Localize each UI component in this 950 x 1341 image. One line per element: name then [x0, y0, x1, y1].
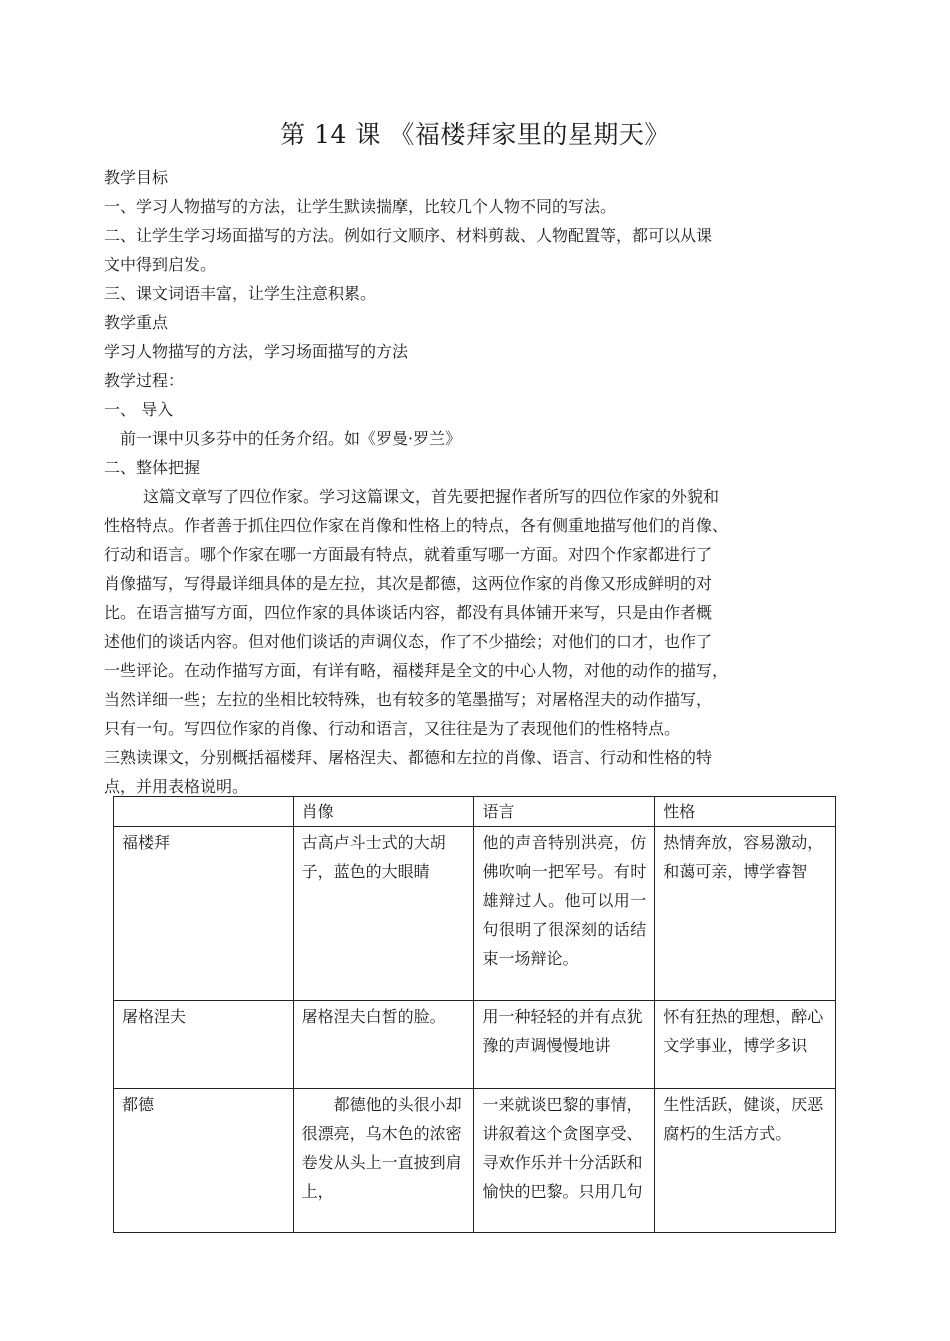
key-points-text: 学习人物描写的方法，学习场面描写的方法: [104, 342, 409, 361]
step-3-text: 三熟读课文，分别概括福楼拜、屠格涅夫、都德和左拉的肖像、语言、行动和性格的特: [104, 748, 713, 767]
cell-character: 热情奔放，容易激动，和蔼可亲，博学睿智: [655, 827, 836, 1001]
cell-speech: 用一种轻轻的并有点犹豫的声调慢慢地讲: [474, 1001, 655, 1089]
objective-3: 三、课文词语丰富，让学生注意积累。: [104, 284, 377, 303]
header-cell-character: 性格: [655, 797, 836, 827]
page-title: 第 14 课 《福楼拜家里的星期天》: [280, 120, 670, 149]
step-1-heading: 一、 导入: [104, 400, 174, 419]
table-header-row: [114, 797, 836, 827]
paragraph-line: 行动和语言。哪个作家在哪一方面最有特点，就着重写哪一方面。对四个作家都进行了: [104, 545, 713, 564]
cell-speech: 他的声音特别洪亮，仿佛吹响一把军号。有时雄辩过人。他可以用一句很明了很深刻的话结束一场辩论。: [474, 827, 655, 1001]
cell-name: 都德: [114, 1089, 294, 1233]
cell-portrait: 都德他的头很小却很漂亮，乌木色的浓密卷发从头上一直披到肩上，: [293, 1089, 474, 1233]
paragraph-line: 一些评论。在动作描写方面，有详有略，福楼拜是全文的中心人物，对他的动作的描写，: [104, 661, 729, 680]
section-heading-objectives: 教学目标: [104, 168, 169, 187]
step-1-text: 前一课中贝多芬中的任务介绍。如《罗曼·罗兰》: [120, 429, 462, 448]
cell-portrait: 屠格涅夫白皙的脸。: [293, 1001, 474, 1089]
overview-paragraph: [104, 482, 764, 743]
header-cell-speech: 语言: [474, 797, 655, 827]
paragraph-line: 肖像描写，写得最详细具体的是左拉，其次是都德，这两位作家的肖像又形成鲜明的对: [104, 574, 713, 593]
section-heading-process: 教学过程：: [104, 371, 185, 390]
cell-name: 屠格涅夫: [114, 1001, 294, 1089]
cell-character: 生性活跃，健谈，厌恶腐朽的生活方式。: [655, 1089, 836, 1233]
paragraph-line: 这篇文章写了四位作家。学习这篇课文，首先要把握作者所写的四位作家的外貌和: [143, 487, 720, 506]
cell-speech: 一来就谈巴黎的事情，讲叙着这个贪图享受、寻欢作乐并十分活跃和愉快的巴黎。只用几句: [474, 1089, 655, 1233]
paragraph-line: 只有一句。写四位作家的肖像、行动和语言，又往往是为了表现他们的性格特点。: [104, 719, 681, 738]
header-cell-portrait: 肖像: [293, 797, 474, 827]
paragraph-line: 述他们的谈话内容。但对他们谈话的声调仪态，作了不少描绘；对他们的口才，也作了: [104, 632, 713, 651]
objective-2: 二、让学生学习场面描写的方法。例如行文顺序、材料剪裁、人物配置等，都可以从课: [104, 226, 713, 245]
cell-name: 福楼拜: [114, 827, 294, 1001]
paragraph-line: 比。在语言描写方面，四位作家的具体谈话内容，都没有具体铺开来写，只是由作者概: [104, 603, 713, 622]
table-row: [114, 827, 836, 1001]
paragraph-line: 性格特点。作者善于抓住四位作家在肖像和性格上的特点，各有侧重地描写他们的肖像、: [104, 516, 729, 535]
objective-2-cont: 文中得到启发。: [104, 255, 217, 274]
step-2-heading: 二、整体把握: [104, 458, 201, 477]
cell-portrait: 古高卢斗士式的大胡子，蓝色的大眼睛: [293, 827, 474, 1001]
document-body: [104, 163, 764, 801]
step-3-text-cont: 点，并用表格说明。: [104, 777, 249, 796]
table-row: [114, 1089, 836, 1233]
section-heading-key-points: 教学重点: [104, 313, 169, 332]
paragraph-line: 当然详细一些；左拉的坐相比较特殊，也有较多的笔墨描写；对屠格涅夫的动作描写，: [104, 690, 713, 709]
objective-1: 一、学习人物描写的方法，让学生默读揣摩，比较几个人物不同的写法。: [104, 197, 617, 216]
cell-character: 怀有狂热的理想，醉心文学事业，博学多识: [655, 1001, 836, 1089]
summary-table: [113, 796, 836, 1233]
header-cell-empty: [114, 797, 294, 827]
table-row: [114, 1001, 836, 1089]
